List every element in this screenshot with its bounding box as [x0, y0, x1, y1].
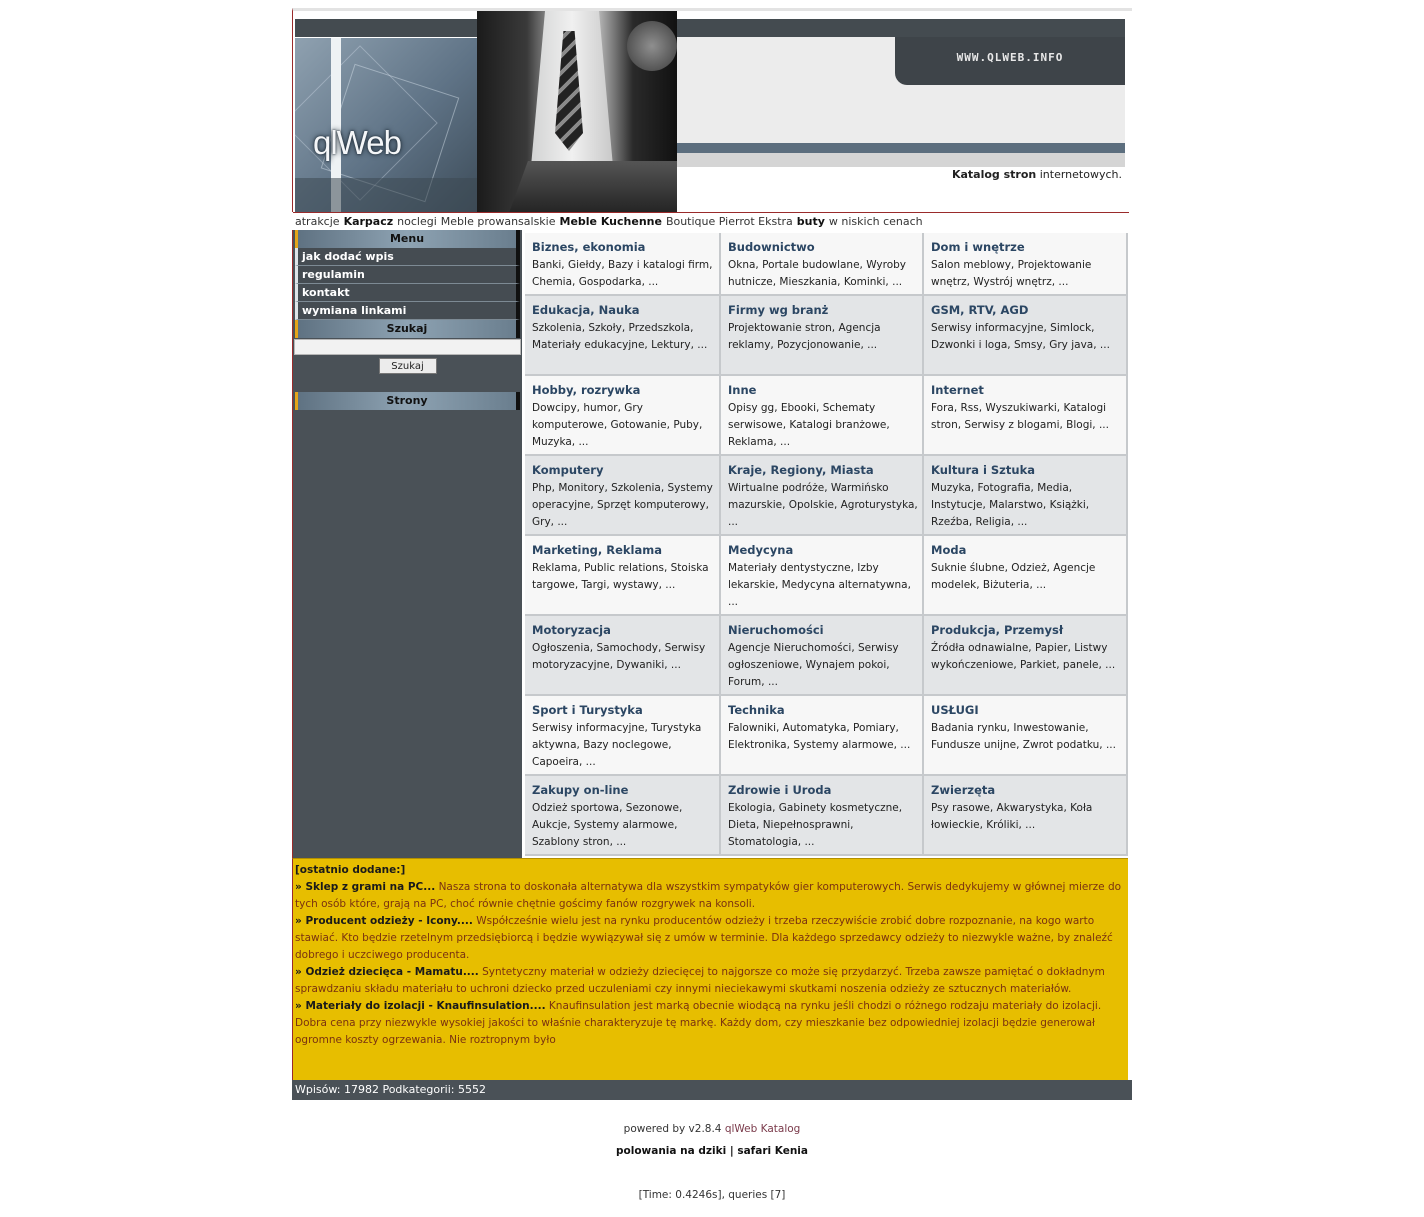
search-input[interactable] — [294, 339, 521, 355]
sidebar-item-kontakt[interactable]: kontakt — [295, 284, 520, 302]
category-subcategories: Suknie ślubne, Odzież, Agencje modelek, Biżuteria, ... — [931, 562, 1096, 591]
category-cell — [721, 536, 924, 616]
timing-info: [Time: 0.4246s], queries [7] — [638, 1189, 786, 1201]
menu-header: Menu — [295, 230, 520, 248]
category-link[interactable]: USŁUGI — [931, 703, 979, 717]
category-cell — [525, 616, 721, 696]
bullet-arrow-icon: » — [295, 881, 306, 893]
category-cell — [721, 776, 924, 856]
category-cell — [721, 376, 924, 456]
recently-added-list — [295, 879, 1126, 1049]
category-subcategories: Materiały dentystyczne, Izby lekarskie, Medycyna alternatywna, ... — [728, 562, 911, 608]
site-logo[interactable] — [295, 38, 477, 212]
category-cell — [924, 536, 1126, 616]
photo-laptop — [506, 161, 677, 212]
category-link[interactable]: Medycyna — [728, 543, 794, 557]
strip-link[interactable]: Karpacz — [343, 215, 394, 228]
category-link[interactable]: Zwierzęta — [931, 783, 996, 797]
strip-link[interactable]: atrakcje — [295, 215, 340, 228]
category-subcategories: Projektowanie stron, Agencja reklamy, Pozycjonowanie, ... — [728, 322, 881, 351]
footer-link-polowania[interactable]: polowania na dziki — [616, 1145, 727, 1157]
sidebar-item-jak-dodac-wpis[interactable]: jak dodać wpis — [295, 248, 520, 266]
category-subcategories: Serwisy informacyjne, Turystyka aktywna, Bazy noclegowe, Capoeira, ... — [532, 722, 702, 768]
category-subcategories: Fora, Rss, Wyszukiwarki, Katalogi stron, Serwisy z blogami, Blogi, ... — [931, 402, 1109, 431]
strip-link[interactable]: noclegi — [397, 215, 437, 228]
bullet-arrow-icon: » — [295, 1000, 306, 1012]
page-container — [292, 8, 1132, 1100]
header-blue-band — [677, 143, 1125, 153]
category-row — [525, 233, 1128, 296]
category-row — [525, 376, 1128, 456]
category-cell — [721, 616, 924, 696]
powered-by-text: powered by v2.8.4 — [623, 1123, 725, 1135]
category-link[interactable]: Hobby, rozrywka — [532, 383, 641, 397]
recent-entry-link[interactable]: Producent odzieży - Icony.... — [305, 915, 473, 927]
category-cell — [721, 696, 924, 776]
recent-entry-link[interactable]: Sklep z grami na PC... — [305, 881, 436, 893]
sidebar — [292, 230, 522, 858]
category-link[interactable]: Kraje, Regiony, Miasta — [728, 463, 874, 477]
search-header: Szukaj — [295, 320, 520, 338]
category-cell — [721, 233, 924, 296]
category-link[interactable]: Sport i Turystyka — [532, 703, 643, 717]
category-link[interactable]: Firmy wg branż — [728, 303, 829, 317]
category-cell — [525, 776, 721, 856]
category-link[interactable]: Kultura i Sztuka — [931, 463, 1035, 477]
category-subcategories: Falowniki, Automatyka, Pomiary, Elektronika, Systemy alarmowe, ... — [728, 722, 911, 751]
category-subcategories: Psy rasowe, Akwarystyka, Koła łowieckie, Króliki, ... — [931, 802, 1093, 831]
category-cell — [924, 456, 1126, 536]
header-businessman-photo — [477, 11, 677, 212]
category-row — [525, 536, 1128, 616]
category-link[interactable]: Nieruchomości — [728, 623, 824, 637]
powered-by — [0, 1123, 1424, 1135]
strip-link[interactable]: Boutique Pierrot Ekstra — [665, 215, 793, 228]
category-link[interactable]: Budownictwo — [728, 240, 815, 254]
category-subcategories: Dowcipy, humor, Gry komputerowe, Gotowanie, Puby, Muzyka, ... — [532, 402, 703, 448]
category-row — [525, 616, 1128, 696]
logo-base-band — [295, 178, 477, 212]
strip-link[interactable]: Meble Kuchenne — [559, 215, 662, 228]
category-link[interactable]: GSM, RTV, AGD — [931, 303, 1029, 317]
logo-text: qlWeb — [313, 124, 401, 161]
category-cell — [525, 376, 721, 456]
header-divider — [293, 212, 1129, 213]
category-cell — [924, 296, 1126, 376]
category-link[interactable]: Komputery — [532, 463, 604, 477]
header-top-bar — [295, 19, 1125, 37]
category-subcategories: Źródła odnawialne, Papier, Listwy wykończeniowe, Parkiet, panele, ... — [931, 642, 1116, 671]
category-subcategories: Banki, Giełdy, Bazy i katalogi firm, Chemia, Gospodarka, ... — [532, 259, 713, 288]
category-cell — [924, 696, 1126, 776]
category-subcategories: Wirtualne podróże, Warmińsko mazurskie, Opolskie, Agroturystyka, ... — [728, 482, 918, 528]
search-button[interactable]: Szukaj — [379, 358, 437, 374]
category-subcategories: Opisy gg, Ebooki, Schematy serwisowe, Katalogi branżowe, Reklama, ... — [728, 402, 890, 448]
category-cell — [924, 776, 1126, 856]
header-gray-band — [677, 153, 1125, 167]
recent-entry-text: Nasza strona to doskonała alternatywa dla wszystkim sympatyków gier komputerowych. Serwis dedykujemy w głównej mierze do tych osób które, grają na PC, choć równie chętnie gościmy fanów rozgrywek na konsoli. — [295, 881, 1122, 910]
category-link[interactable]: Dom i wnętrze — [931, 240, 1025, 254]
tagline-bold: Katalog stron — [951, 168, 1037, 181]
category-row — [525, 776, 1128, 856]
recent-entry — [295, 998, 1126, 1049]
category-subcategories: Ekologia, Gabinety kosmetyczne, Dieta, Niepełnosprawni, Stomatologia, ... — [728, 802, 903, 848]
footer-links — [0, 1145, 1424, 1157]
category-cell — [924, 376, 1126, 456]
recent-entry-text: Współcześnie wielu jest na rynku producentów odzieży i trzeba rzeczywiście zrobić dobre rozpoznanie, na kogo warto stawiać. Kto będzie rzetelnym przedsiębiorcą i będzie wywiązywał się z umów w terminie. Dla każdego sprzedawcy odzieży to niezwykle ważne, by znaleźć dobrego i uczciwego producenta. — [295, 915, 1113, 961]
strip-link[interactable]: w niskich cenach — [828, 215, 923, 228]
strip-link[interactable]: buty — [796, 215, 825, 228]
category-cell — [525, 233, 721, 296]
category-subcategories: Muzyka, Fotografia, Media, Instytucje, Malarstwo, Książki, Rzeźba, Religia, ... — [931, 482, 1090, 528]
category-subcategories: Reklama, Public relations, Stoiska targowe, Targi, wystawy, ... — [532, 562, 709, 591]
recent-entry — [295, 964, 1126, 998]
category-cell — [721, 456, 924, 536]
recent-entry-text: Syntetyczny materiał w odzieży dziecięcej to najgorsze co może się przydarzyć. Trzeba zawsze pamiętać o dokładnym sprawdzaniu składu materiału to uchroni dziecko przed uczuleniami czy innymi nieciekawymi skutkami noszenia odzieży ze sztucznych materiałów. — [295, 966, 1105, 995]
category-subcategories: Odzież sportowa, Sezonowe, Aukcje, Systemy alarmowe, Szablony stron, ... — [532, 802, 683, 848]
category-link[interactable]: Produkcja, Przemysł — [931, 623, 1064, 637]
bullet-arrow-icon: » — [295, 966, 306, 978]
strip-link[interactable]: Meble prowansalskie — [440, 215, 556, 228]
category-link[interactable]: Technika — [728, 703, 785, 717]
category-subcategories: Ogłoszenia, Samochody, Serwisy motoryzacyjne, Dywaniki, ... — [532, 642, 706, 671]
category-link[interactable]: Edukacja, Nauka — [532, 303, 640, 317]
category-subcategories: Salon meblowy, Projektowanie wnętrz, Wystrój wnętrz, ... — [931, 259, 1092, 288]
footer-link-safari[interactable]: safari Kenia — [737, 1145, 808, 1157]
category-cell — [525, 696, 721, 776]
category-subcategories: Php, Monitory, Szkolenia, Systemy operacyjne, Sprzęt komputerowy, Gry, ... — [532, 482, 713, 528]
category-cell — [525, 296, 721, 376]
recent-entry-text: Knaufinsulation jest marką obecnie wiodącą na rynku jeśli chodzi o różnego rodzaju materiały do izolacji. Dobra cena przy niezwykle wysokiej jakości to właśnie charakteryzuje tę markę. Każdy dom, czy mieszkanie bez odpowiedniej izolacji będzie generował ogromne koszty ogrzewania. Nie roztropnym było — [295, 1000, 1102, 1046]
recent-entry — [295, 879, 1126, 913]
sponsored-links-strip — [292, 212, 1132, 230]
footer — [0, 1123, 1424, 1201]
category-link[interactable]: Biznes, ekonomia — [532, 240, 646, 254]
category-link[interactable]: Marketing, Reklama — [532, 543, 662, 557]
category-subcategories: Badania rynku, Inwestowanie, Fundusze unijne, Zwrot podatku, ... — [931, 722, 1116, 751]
category-link[interactable]: Internet — [931, 383, 984, 397]
category-row — [525, 456, 1128, 536]
category-subcategories: Serwisy informacyjne, Simlock, Dzwonki i loga, Smsy, Gry java, ... — [931, 322, 1110, 351]
recent-entry-link[interactable]: Materiały do izolacji - Knaufinsulation.... — [305, 1000, 546, 1012]
url-tab-text: WWW.QLWEB.INFO — [956, 51, 1064, 64]
recent-entry — [295, 913, 1126, 964]
recent-entry-link[interactable]: Odzież dziecięca - Mamatu.... — [305, 966, 479, 978]
category-cell — [924, 616, 1126, 696]
sidebar-item-wymiana-linkami[interactable]: wymiana linkami — [295, 302, 520, 320]
sidebar-item-regulamin[interactable]: regulamin — [295, 266, 520, 284]
category-link[interactable]: Moda — [931, 543, 967, 557]
stats-bar: Wpisów: 17982 Podkategorii: 5552 — [292, 1080, 1132, 1100]
recently-added-title: [ostatnio dodane:] — [295, 864, 406, 876]
category-link[interactable]: Zdrowie i Uroda — [728, 783, 832, 797]
category-link[interactable]: Zakupy on-line — [532, 783, 629, 797]
bullet-arrow-icon: » — [295, 915, 306, 927]
category-subcategories: Okna, Portale budowlane, Wyroby hutnicze, Mieszkania, Kominki, ... — [728, 259, 907, 288]
photo-hand — [627, 21, 677, 71]
category-cell — [525, 456, 721, 536]
footer-link-separator: | — [726, 1145, 738, 1157]
category-link[interactable]: Inne — [728, 383, 757, 397]
qlweb-katalog-link[interactable]: qlWeb Katalog — [724, 1123, 801, 1135]
tagline-rest: internetowych. — [1036, 168, 1122, 181]
category-link[interactable]: Motoryzacja — [532, 623, 611, 637]
header-tagline — [952, 168, 1122, 181]
category-cell — [525, 536, 721, 616]
category-row — [525, 696, 1128, 776]
recently-added-box — [292, 858, 1128, 1080]
main-content — [292, 230, 1132, 858]
pages-header: Strony — [295, 392, 520, 410]
category-cell — [924, 233, 1126, 296]
category-subcategories: Agencje Nieruchomości, Serwisy ogłoszeniowe, Wynajem pokoi, Forum, ... — [728, 642, 899, 688]
category-row — [525, 296, 1128, 376]
category-grid — [525, 233, 1128, 856]
category-subcategories: Szkolenia, Szkoły, Przedszkola, Materiały edukacyjne, Lektury, ... — [532, 322, 708, 351]
header — [292, 8, 1132, 212]
category-cell — [721, 296, 924, 376]
url-tab[interactable] — [895, 37, 1125, 85]
